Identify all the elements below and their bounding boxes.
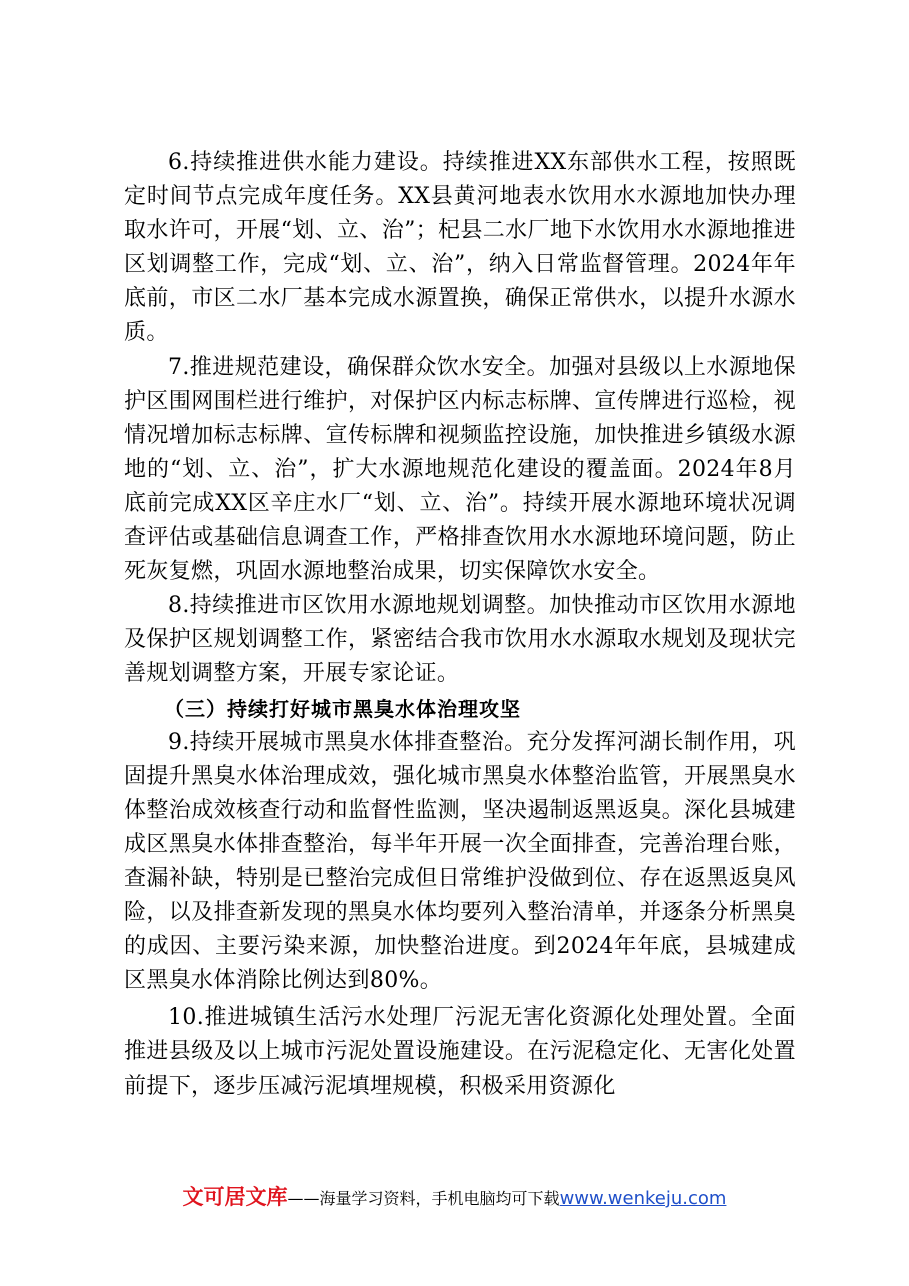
footer-tagline: ——海量学习资料，手机电脑均可下载 <box>287 1189 560 1208</box>
footer-banner <box>0 1181 909 1211</box>
paragraph-9-black-odorous-water: 9.持续开展城市黑臭水体排查整治。充分发挥河湖长制作用，巩固提升黑臭水体治理成效，强化城市黑臭水体整治监管，开展黑臭水体整治成效核查行动和监督性监测，坚决遏制返黑返臭。深化县城建成区黑臭水体排查整治，每半年开展一次全面排查，完善治理台账，查漏补缺，特别是已整治完成但日常维护没做到位、存在返黑返臭风险，以及排查新发现的黑臭水体均要列入整治清单，并逐条分析黑臭的成因、主要污染来源，加快整治进度。到2024年年底，县城建成区黑臭水体消除比例达到80%。 <box>124 729 796 994</box>
paragraph-8-planning-adjustment: 8.持续推进市区饮用水源地规划调整。加快推动市区饮用水源地及保护区规划调整工作，紧密结合我市饮用水水源取水规划及现状完善规划调整方案，开展专家论证。 <box>124 593 796 687</box>
footer-site-link[interactable]: www.wenkeju.com <box>559 1188 727 1209</box>
document-body <box>124 146 796 1104</box>
paragraph-6-water-supply: 6.持续推进供水能力建设。持续推进XX东部供水工程，按照既定时间节点完成年度任务。XX县黄河地表水饮用水水源地加快办理取水许可，开展“划、立、治”；杞县二水厂地下水饮用水水源地推进区划调整工作，完成“划、立、治”，纳入日常监督管理。2024年年底前，市区二水厂基本完成水源置换，确保正常供水，以提升水源水质。 <box>124 150 796 346</box>
paragraph-10-sludge-treatment: 10.推进城镇生活污水处理厂污泥无害化资源化处理处置。全面推进县级及以上城市污泥处置设施建设。在污泥稳定化、无害化处置前提下，逐步压减污泥填埋规模，积极采用资源化 <box>124 1005 796 1099</box>
footer-brand: 文可居文库 <box>182 1185 288 1209</box>
paragraph-7-standard-construction: 7.推进规范建设，确保群众饮水安全。加强对县级以上水源地保护区围网围栏进行维护，对保护区内标志标牌、宣传牌进行巡检，视情况增加标志标牌、宣传标牌和视频监控设施，加快推进乡镇级水源地的“划、立、治”，扩大水源地规范化建设的覆盖面。2024年8月底前完成XX区辛庄水厂“划、立、治”。持续开展水源地环境状况调查评估或基础信息调查工作，严格排查饮用水水源地环境问题，防止死灰复燃，巩固水源地整治成果，切实保障饮水安全。 <box>124 354 796 585</box>
section-heading: （三）持续打好城市黑臭水体治理攻坚 <box>164 696 521 721</box>
